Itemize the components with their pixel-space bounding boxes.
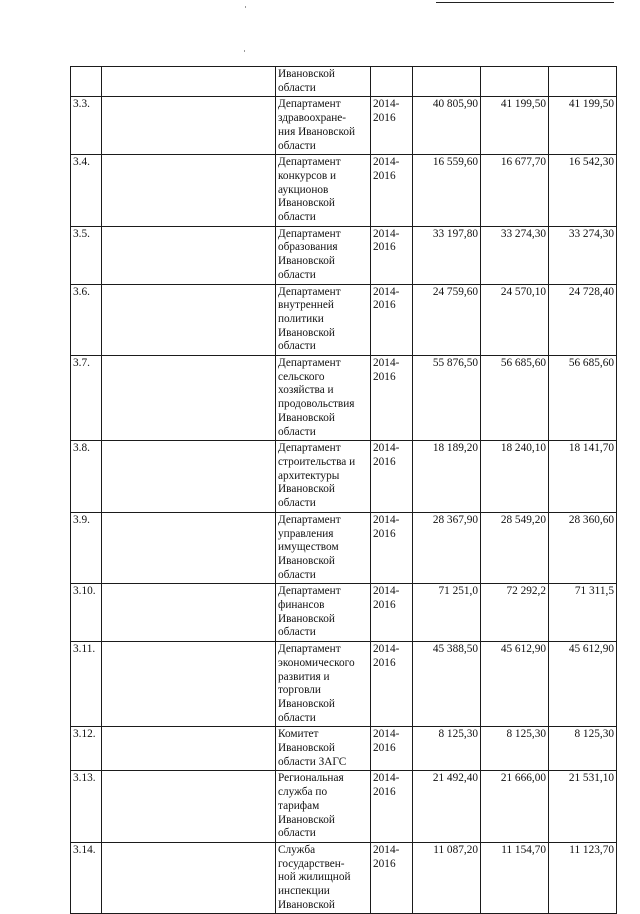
- table-row: [71, 642, 617, 727]
- value-2014-cell: 11 087,20: [413, 842, 481, 914]
- value-2015-cell: 24 570,10: [481, 284, 549, 356]
- blank-cell: [102, 97, 276, 155]
- department-cell: Департамент образования Ивановской области: [276, 226, 371, 284]
- blank-cell: [102, 441, 276, 513]
- department-cell: Департамент здравоохране- ния Ивановской области: [276, 97, 371, 155]
- value-2014-cell: 18 189,20: [413, 441, 481, 513]
- table-row: [71, 584, 617, 642]
- department-cell: Департамент экономического развития и торговли Ивановской области: [276, 642, 371, 727]
- value-2016-cell: 41 199,50: [549, 97, 617, 155]
- row-number-cell: 3.12.: [71, 727, 102, 771]
- table-row: [71, 441, 617, 513]
- value-2016-cell: 56 685,60: [549, 356, 617, 441]
- table-row: [71, 771, 617, 843]
- value-2015-cell: 72 292,2: [481, 584, 549, 642]
- value-2016-cell: 8 125,30: [549, 727, 617, 771]
- blank-cell: [102, 67, 276, 97]
- table-row: [71, 155, 617, 227]
- department-cell: Департамент сельского хозяйства и продовольствия Ивановской области: [276, 356, 371, 441]
- value-2014-cell: 28 367,90: [413, 512, 481, 584]
- department-cell: Комитет Ивановской области ЗАГС: [276, 727, 371, 771]
- value-2015-cell: 16 677,70: [481, 155, 549, 227]
- scan-speck: [244, 50, 245, 52]
- period-cell: 2014- 2016: [371, 584, 413, 642]
- period-cell: 2014- 2016: [371, 842, 413, 914]
- department-cell: Департамент конкурсов и аукционов Ивановской области: [276, 155, 371, 227]
- table-row: [71, 226, 617, 284]
- value-2015-cell: [481, 67, 549, 97]
- value-2014-cell: 55 876,50: [413, 356, 481, 441]
- department-cell: Служба государствен- ной жилищной инспекции Ивановской: [276, 842, 371, 914]
- blank-cell: [102, 727, 276, 771]
- row-number-cell: [71, 67, 102, 97]
- table-row: [71, 842, 617, 914]
- value-2015-cell: 8 125,30: [481, 727, 549, 771]
- value-2016-cell: 45 612,90: [549, 642, 617, 727]
- period-cell: 2014- 2016: [371, 642, 413, 727]
- value-2014-cell: 71 251,0: [413, 584, 481, 642]
- budget-table: [70, 66, 617, 914]
- value-2016-cell: 16 542,30: [549, 155, 617, 227]
- department-cell: Департамент финансов Ивановской области: [276, 584, 371, 642]
- value-2014-cell: 40 805,90: [413, 97, 481, 155]
- value-2015-cell: 18 240,10: [481, 441, 549, 513]
- row-number-cell: 3.9.: [71, 512, 102, 584]
- value-2014-cell: 33 197,80: [413, 226, 481, 284]
- blank-cell: [102, 226, 276, 284]
- row-number-cell: 3.11.: [71, 642, 102, 727]
- value-2014-cell: 16 559,60: [413, 155, 481, 227]
- value-2016-cell: 11 123,70: [549, 842, 617, 914]
- row-number-cell: 3.3.: [71, 97, 102, 155]
- value-2014-cell: [413, 67, 481, 97]
- scan-speck: [245, 6, 246, 8]
- table-body: [71, 67, 617, 914]
- value-2015-cell: 21 666,00: [481, 771, 549, 843]
- value-2014-cell: 45 388,50: [413, 642, 481, 727]
- top-rule: [436, 2, 614, 3]
- row-number-cell: 3.14.: [71, 842, 102, 914]
- period-cell: 2014- 2016: [371, 226, 413, 284]
- table-row: [71, 97, 617, 155]
- value-2016-cell: 21 531,10: [549, 771, 617, 843]
- table-row: [71, 67, 617, 97]
- row-number-cell: 3.10.: [71, 584, 102, 642]
- blank-cell: [102, 155, 276, 227]
- department-cell: Ивановской области: [276, 67, 371, 97]
- value-2015-cell: 56 685,60: [481, 356, 549, 441]
- blank-cell: [102, 842, 276, 914]
- period-cell: 2014- 2016: [371, 727, 413, 771]
- row-number-cell: 3.8.: [71, 441, 102, 513]
- department-cell: Департамент внутренней политики Ивановской области: [276, 284, 371, 356]
- value-2015-cell: 45 612,90: [481, 642, 549, 727]
- blank-cell: [102, 584, 276, 642]
- blank-cell: [102, 771, 276, 843]
- department-cell: Региональная служба по тарифам Ивановской области: [276, 771, 371, 843]
- value-2014-cell: 21 492,40: [413, 771, 481, 843]
- period-cell: 2014- 2016: [371, 97, 413, 155]
- value-2016-cell: 33 274,30: [549, 226, 617, 284]
- value-2016-cell: 24 728,40: [549, 284, 617, 356]
- department-cell: Департамент строительства и архитектуры Ивановской области: [276, 441, 371, 513]
- value-2014-cell: 24 759,60: [413, 284, 481, 356]
- blank-cell: [102, 284, 276, 356]
- table-row: [71, 356, 617, 441]
- period-cell: 2014- 2016: [371, 284, 413, 356]
- period-cell: 2014- 2016: [371, 771, 413, 843]
- value-2016-cell: 18 141,70: [549, 441, 617, 513]
- value-2016-cell: 28 360,60: [549, 512, 617, 584]
- department-cell: Департамент управления имуществом Ивановской области: [276, 512, 371, 584]
- row-number-cell: 3.13.: [71, 771, 102, 843]
- row-number-cell: 3.5.: [71, 226, 102, 284]
- value-2015-cell: 33 274,30: [481, 226, 549, 284]
- period-cell: 2014- 2016: [371, 356, 413, 441]
- value-2014-cell: 8 125,30: [413, 727, 481, 771]
- value-2015-cell: 41 199,50: [481, 97, 549, 155]
- value-2016-cell: [549, 67, 617, 97]
- row-number-cell: 3.4.: [71, 155, 102, 227]
- blank-cell: [102, 512, 276, 584]
- table-row: [71, 727, 617, 771]
- period-cell: 2014- 2016: [371, 512, 413, 584]
- value-2015-cell: 28 549,20: [481, 512, 549, 584]
- value-2015-cell: 11 154,70: [481, 842, 549, 914]
- period-cell: [371, 67, 413, 97]
- period-cell: 2014- 2016: [371, 441, 413, 513]
- blank-cell: [102, 642, 276, 727]
- table-row: [71, 512, 617, 584]
- table-row: [71, 284, 617, 356]
- value-2016-cell: 71 311,5: [549, 584, 617, 642]
- blank-cell: [102, 356, 276, 441]
- row-number-cell: 3.6.: [71, 284, 102, 356]
- row-number-cell: 3.7.: [71, 356, 102, 441]
- period-cell: 2014- 2016: [371, 155, 413, 227]
